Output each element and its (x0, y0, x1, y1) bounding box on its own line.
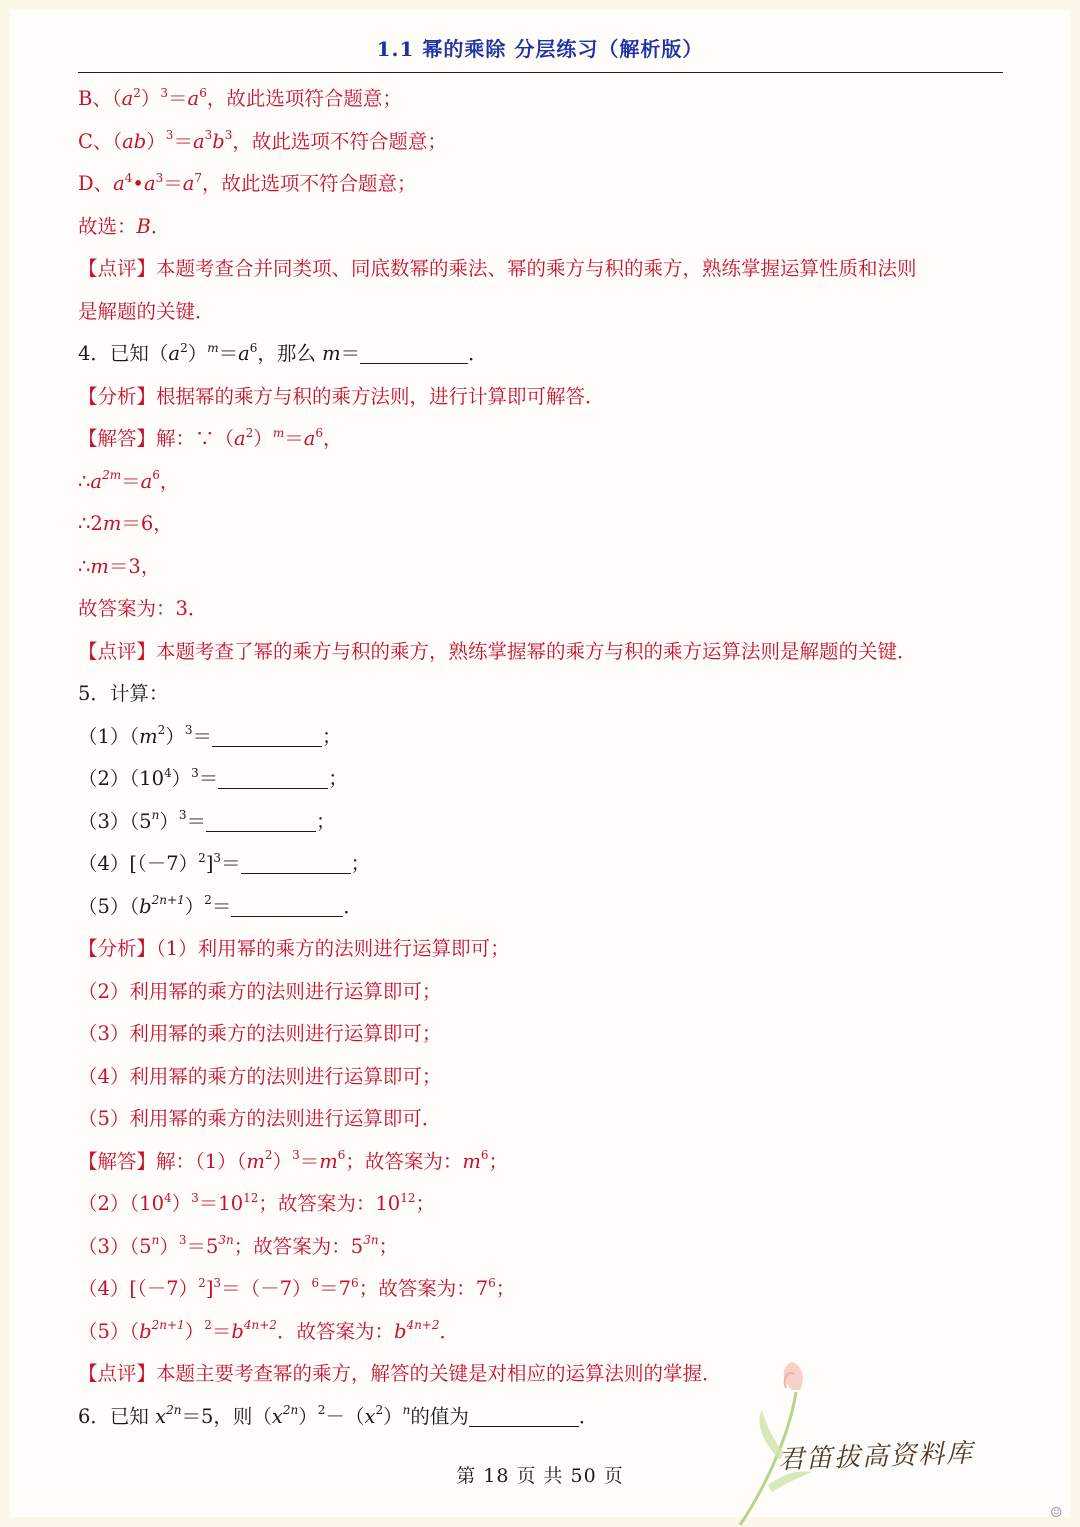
solution-part-5: $(5)(b^{2n+1})^2=b^{4n+2}$．故答案为：$b^{4n+2}$． (78, 1318, 460, 1343)
comment-line: 【点评】本题主要考查幂的乘方，解答的关键是对相应的运算法则的掌握． (78, 1362, 722, 1385)
solution-part-3: $(3)(5^n)^3=5^{3n}$；故答案为：$5^{3n}$； (78, 1233, 399, 1258)
analysis-line: （2）利用幂的乘方的法则进行运算即可； (78, 979, 442, 1003)
answer-blank (212, 724, 322, 747)
question-5: 5．计算： (78, 682, 169, 705)
comment-line-continued: 是解题的关键． (78, 299, 215, 323)
answer-blank (218, 766, 328, 789)
analysis-line: （4）利用幂的乘方的法则进行运算即可； (78, 1064, 442, 1088)
comment-line: 【点评】本题考查合并同类项、同底数幂的乘法、幂的乘方与积的乘方，熟练掌握运算性质和法则 (78, 257, 917, 280)
answer-blank (206, 809, 316, 832)
solution-line: 【解答】解：$\because(a^2)^m=a^6$， (78, 425, 343, 450)
smile-icon: ☺ (1050, 1505, 1063, 1521)
solution-step: ∴2m＝6， (78, 512, 173, 535)
analysis-line: 【分析】（1）利用幂的乘方的法则进行运算即可； (78, 937, 510, 960)
question-5-part-1: $(1)(m^2)^3=$ ； (78, 723, 342, 748)
solution-part-2: $(2)(10^4)^3=10^{12}$；故答案为：$10^{12}$； (78, 1190, 436, 1215)
page-footer: 第 18 页 共 50 页 (456, 1465, 624, 1487)
header-rule (78, 72, 1003, 73)
choice-answer-line: 故选：B． (78, 214, 171, 238)
question-6: 6．已知 $x^{2n}=5$，则$(x^{2n})^2-(x^2)^n$的值为 ． (78, 1403, 599, 1428)
analysis-line: （5）利用幂的乘方的法则进行运算即可． (78, 1107, 442, 1130)
question-5-part-5: $(5)(b^{2n+1})^2=$ ． (78, 893, 363, 918)
analysis-line: （3）利用幂的乘方的法则进行运算即可； (78, 1022, 442, 1045)
question-5-part-2: $(2)(10^4)^3=$ ； (78, 765, 348, 790)
option-b-line: B、$(a^2)^3=a^6$，故此选项符合题意； (78, 85, 402, 110)
answer-blank (360, 341, 468, 364)
option-d-line: D、$a^4•a^3=a^7$，故此选项不符合题意； (78, 170, 417, 195)
comment-line: 【点评】本题考查了幂的乘方与积的乘方，熟练掌握幂的乘方与积的乘方运算法则是解题的关键． (78, 639, 917, 663)
question-5-part-4: $(4)[(-7)^2]^3=$ ； (78, 850, 371, 875)
option-c-line: C、$(ab)^3=a^3b^3$，故此选项不符合题意； (78, 128, 447, 153)
solution-part-1: 【解答】解：$(1)(m^2)^3=m^6$；故答案为：$m^6$； (78, 1148, 509, 1173)
answer-blank (241, 851, 351, 874)
solution-step: $\therefore a^{2m}=a^6$， (78, 468, 180, 493)
question-5-part-3: $(3)(5^n)^3=$ ； (78, 808, 336, 833)
page-header-title: 1.1 幂的乘除 分层练习（解析版） (376, 37, 704, 61)
solution-step: ∴m＝3， (78, 554, 161, 578)
document-body (78, 78, 1008, 1438)
question-4: 4．已知$(a^2)^m=a^6$，那么 m＝ ． (78, 340, 488, 365)
answer-blank (231, 894, 343, 917)
answer-line: 故答案为：3． (78, 597, 208, 620)
watermark-text: 君笛拔高资料库 (777, 1438, 975, 1476)
answer-blank (469, 1404, 579, 1427)
analysis-line: 【分析】根据幂的乘方与积的乘方法则，进行计算即可解答． (78, 384, 605, 408)
solution-part-4: $(4)[(-7)^2]^3=(-7)^6=7^6$；故答案为：$7^6$； (78, 1275, 516, 1300)
